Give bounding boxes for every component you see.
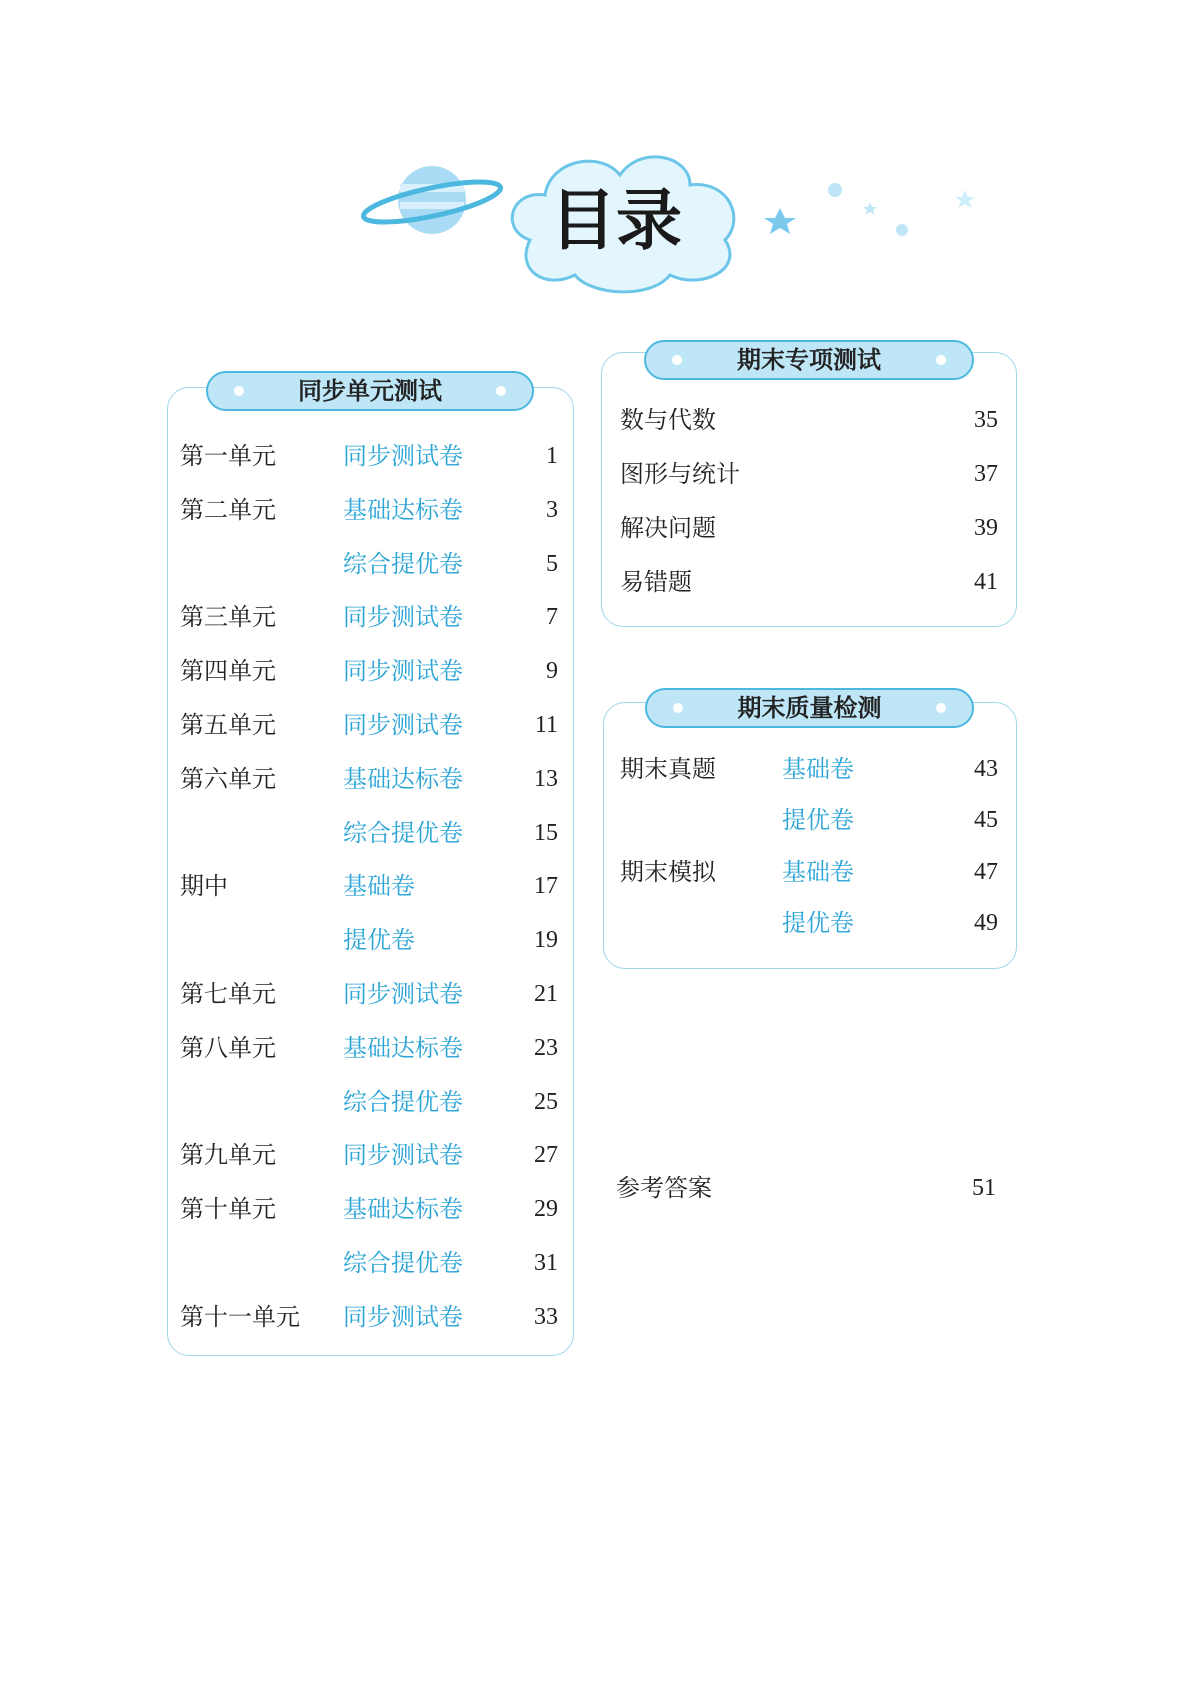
toc-entry-answers[interactable] — [616, 1168, 996, 1208]
entry-page: 27 — [534, 1142, 558, 1169]
star-icon — [764, 208, 796, 234]
entry-type: 基础达标卷 — [343, 764, 463, 793]
entry-label: 参考答案 — [616, 1174, 712, 1202]
entry-type: 同步测试卷 — [343, 657, 463, 686]
toc-entry[interactable] — [180, 759, 558, 799]
entry-page: 49 — [974, 909, 998, 936]
entry-type: 同步测试卷 — [343, 1141, 463, 1170]
entry-type: 综合提优卷 — [343, 1249, 463, 1277]
toc-entry[interactable] — [180, 974, 558, 1014]
entry-page: 23 — [534, 1034, 558, 1061]
star-icon — [955, 190, 975, 208]
entry-page: 37 — [974, 461, 998, 487]
dot-icon — [828, 183, 842, 197]
entry-type: 基础达标卷 — [343, 1033, 463, 1062]
toc-entry[interactable] — [180, 1135, 558, 1175]
entry-page: 29 — [534, 1196, 558, 1223]
page-title: 目录 — [550, 182, 682, 259]
entry-unit: 第四单元 — [180, 657, 276, 686]
entry-page: 9 — [546, 658, 558, 685]
entry-page: 11 — [534, 712, 558, 738]
toc-entry[interactable] — [180, 1082, 558, 1122]
toc-entry[interactable] — [180, 1243, 558, 1283]
entry-page: 31 — [534, 1250, 558, 1276]
entry-type: 基础卷 — [782, 755, 854, 783]
entry-unit: 第九单元 — [180, 1141, 276, 1170]
toc-entry[interactable] — [620, 903, 998, 943]
entry-unit: 第八单元 — [180, 1033, 276, 1062]
entry-page: 25 — [534, 1088, 558, 1115]
entry-page: 43 — [974, 756, 998, 782]
dot-icon — [896, 224, 908, 236]
entry-page: 51 — [972, 1175, 996, 1201]
entry-unit: 第十一单元 — [180, 1302, 300, 1331]
toc-entry[interactable] — [180, 544, 558, 584]
toc-entry[interactable] — [620, 508, 998, 548]
toc-entry[interactable] — [180, 1189, 558, 1229]
entry-unit: 期末模拟 — [620, 857, 716, 886]
entry-page: 5 — [546, 550, 558, 577]
toc-entry[interactable] — [620, 562, 998, 602]
entry-page: 21 — [534, 981, 558, 1007]
entry-page: 15 — [534, 819, 558, 846]
entry-page: 41 — [974, 569, 998, 595]
entry-unit: 图形与统计 — [620, 460, 740, 488]
toc-entry[interactable] — [180, 490, 558, 530]
star-icon — [863, 202, 877, 215]
entry-page: 19 — [534, 927, 558, 954]
toc-entry[interactable] — [180, 705, 558, 745]
entry-type: 基础卷 — [343, 872, 415, 901]
entry-type: 提优卷 — [343, 926, 415, 955]
entry-page: 13 — [534, 765, 558, 792]
toc-entry[interactable] — [180, 920, 558, 960]
entry-unit: 易错题 — [620, 568, 692, 596]
entry-page: 45 — [974, 807, 998, 834]
entry-type: 同步测试卷 — [343, 603, 463, 632]
entry-unit: 第十单元 — [180, 1195, 276, 1224]
entry-page: 1 — [546, 443, 558, 469]
entry-page: 3 — [546, 496, 558, 523]
entry-page: 33 — [534, 1303, 558, 1330]
entry-type: 同步测试卷 — [343, 1302, 463, 1331]
entry-type: 基础达标卷 — [343, 1195, 463, 1224]
toc-entry[interactable] — [180, 1028, 558, 1068]
toc-entry[interactable] — [180, 866, 558, 906]
toc-entry[interactable] — [620, 749, 998, 789]
special-section-header: 期末专项测试 — [644, 340, 974, 380]
entry-type: 同步测试卷 — [343, 711, 463, 739]
entry-type: 综合提优卷 — [343, 549, 463, 578]
title-decoration — [360, 140, 1000, 300]
entry-page: 39 — [974, 515, 998, 541]
entry-type: 提优卷 — [782, 806, 854, 835]
toc-entry[interactable] — [620, 800, 998, 840]
entry-unit: 第七单元 — [180, 980, 276, 1008]
entry-type: 同步测试卷 — [343, 980, 463, 1008]
entry-page: 47 — [974, 858, 998, 885]
entry-unit: 第三单元 — [180, 603, 276, 632]
toc-entry[interactable] — [620, 852, 998, 892]
toc-entry[interactable] — [180, 813, 558, 853]
entry-unit: 第五单元 — [180, 711, 276, 739]
entry-unit: 第一单元 — [180, 442, 276, 470]
toc-entry[interactable] — [180, 1297, 558, 1337]
toc-entry[interactable] — [620, 400, 998, 440]
entry-type: 同步测试卷 — [343, 442, 463, 470]
entry-type: 基础达标卷 — [343, 495, 463, 524]
entry-unit: 第二单元 — [180, 495, 276, 524]
entry-unit: 数与代数 — [620, 406, 716, 434]
entry-type: 综合提优卷 — [343, 1087, 463, 1116]
entry-type: 提优卷 — [782, 908, 854, 937]
toc-entry[interactable] — [180, 651, 558, 691]
entry-type: 基础卷 — [782, 857, 854, 886]
sync-section-header: 同步单元测试 — [206, 371, 534, 411]
quality-section-header: 期末质量检测 — [645, 688, 974, 728]
entry-unit: 期中 — [180, 872, 228, 901]
entry-page: 35 — [974, 407, 998, 433]
toc-entry[interactable] — [620, 454, 998, 494]
entry-unit: 解决问题 — [620, 514, 716, 542]
entry-type: 综合提优卷 — [343, 818, 463, 847]
toc-entry[interactable] — [180, 597, 558, 637]
planet-icon — [361, 166, 504, 234]
toc-entry[interactable] — [180, 436, 558, 476]
entry-page: 7 — [546, 604, 558, 631]
entry-page: 17 — [534, 873, 558, 900]
entry-unit: 第六单元 — [180, 764, 276, 793]
entry-unit: 期末真题 — [620, 755, 716, 783]
